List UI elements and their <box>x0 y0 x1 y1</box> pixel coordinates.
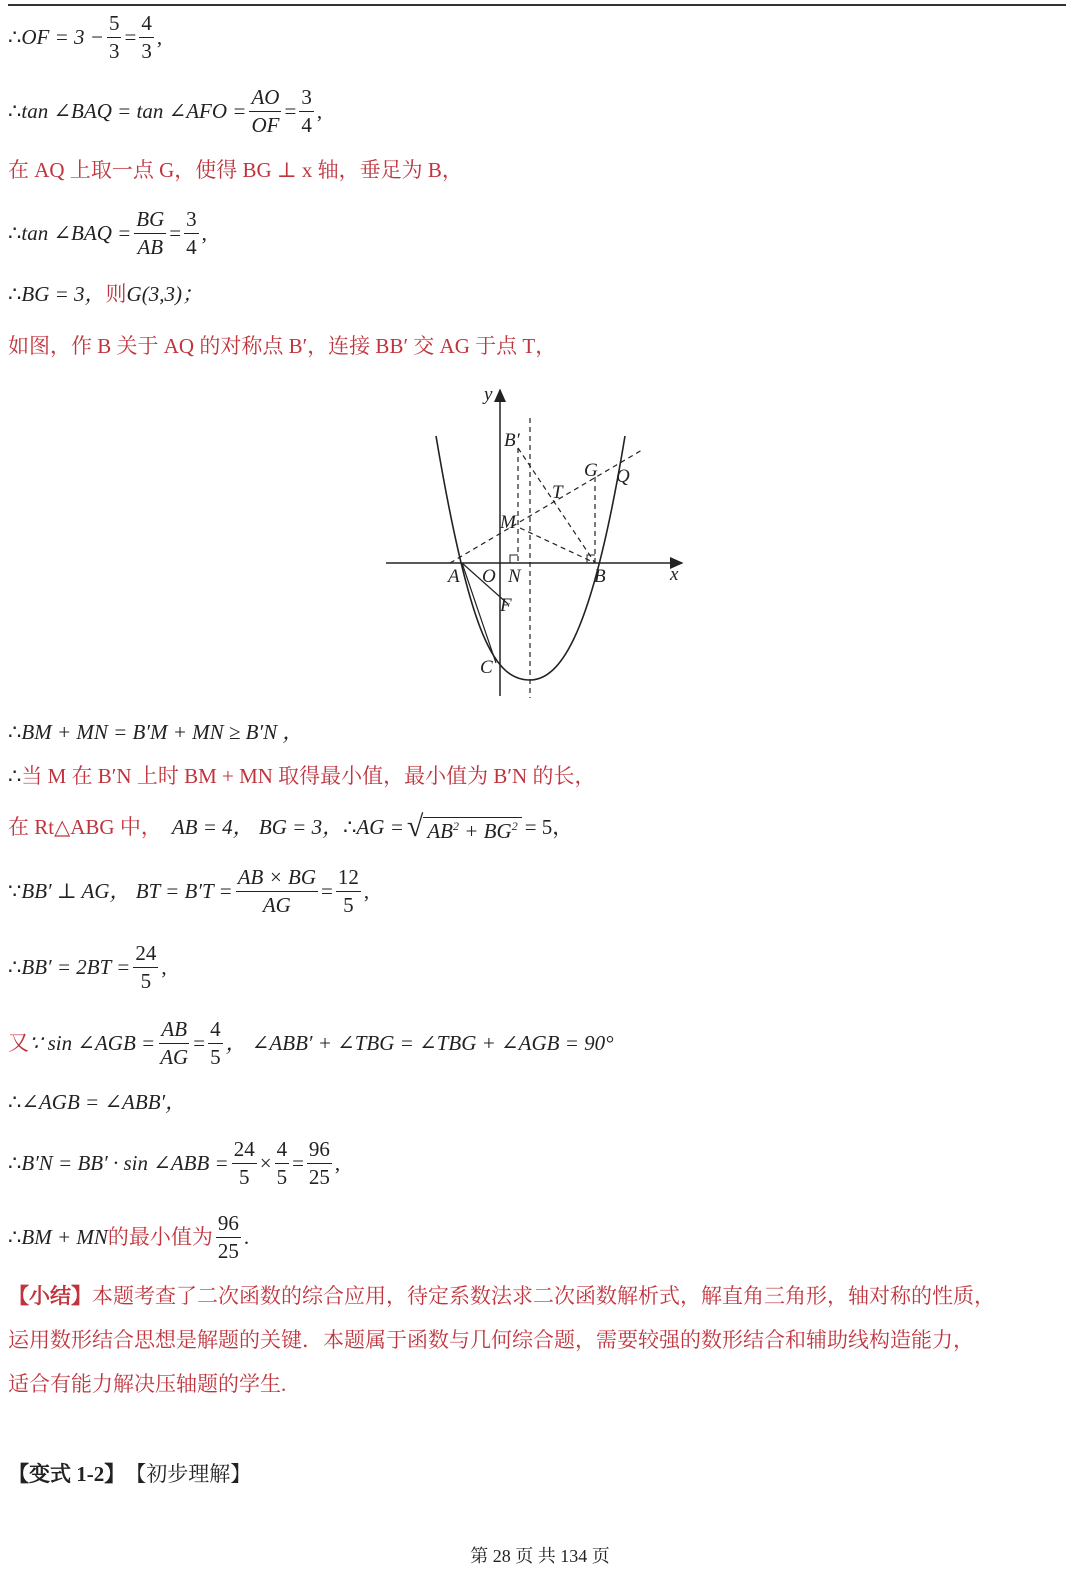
fraction: $\frac{4}{5}$ <box>276 1137 288 1190</box>
line-aq <box>450 450 642 563</box>
summary-tag: 【小结】 <box>8 1284 92 1308</box>
label-c: C <box>480 657 493 678</box>
page-footer: 第 28 页 共 134 页 <box>470 1546 610 1566</box>
label-f: F <box>500 595 512 616</box>
label-m: M <box>500 512 516 533</box>
expr: OF = 3 − <box>21 25 104 50</box>
step-minimum-condition: ∴ 当 M 在 B′N 上时 BM + MN 取得最小值，最小值为 B′N 的长， <box>8 764 596 788</box>
step-bm-mn-inequality: ∴ BM + MN = B′M + MN ≥ B′N ， <box>8 720 304 744</box>
parabola-diagram <box>370 378 700 708</box>
variant-title: 【初步理解】 <box>125 1462 252 1486</box>
step-g-coordinates: ∴ BG = 3， 则 G(3,3)； <box>8 282 203 306</box>
label-x: x <box>670 564 679 585</box>
fraction: $\frac{24}{5}$ <box>233 1137 255 1190</box>
therefore-symbol: ∴ <box>8 955 22 980</box>
label-t: T <box>552 482 563 503</box>
step-of-value: ∴ OF = 3 − $\frac{5}{3}$ = $\frac{4}{3}$ , <box>8 11 163 64</box>
fraction: $\frac{12}{5}$ <box>337 865 359 918</box>
label-bprime: B′ <box>504 430 520 451</box>
therefore-symbol: ∴ <box>8 221 22 246</box>
fraction: $\frac{4}{3}$ <box>141 11 152 64</box>
therefore-symbol: ∴ <box>8 720 22 744</box>
fraction: $\frac{AB \times BG}{AG}$ <box>237 865 317 918</box>
summary-line-1: 【小结】 本题考查了二次函数的综合应用，待定系数法求二次函数解析式，解直角三角形，轴对称的性质， <box>8 1284 995 1308</box>
step-bpn-value: ∴ B′N = BB′ · sin ∠ABB = $\frac{24}{5}$ × $\frac{4}{5}$ = $\frac{96}{25}$ , <box>8 1137 341 1190</box>
step-bt-length: ∵ BB′ ⊥ AG， BT = B′T = $\frac{AB \times BG}{AG}$ = $\frac{12}{5}$ , <box>8 865 370 918</box>
fraction: $\frac{AB}{AG}$ <box>160 1017 189 1070</box>
fraction: $\frac{BG}{AB}$ <box>136 207 165 260</box>
fraction: $\frac{96}{25}$ <box>217 1211 239 1264</box>
step-tan-bg-ab: ∴ tan ∠BAQ = $\frac{BG}{AB}$ = $\frac{3}{4}$ , <box>8 207 207 260</box>
summary-line-2: 运用数形结合思想是解题的关键．本题属于函数与几何综合题，需要较强的数形结合和辅助线构造能力， <box>8 1328 974 1352</box>
step-take-point-g: 在 AQ 上取一点 G，使得 BG ⊥ x 轴，垂足为 B， <box>8 158 463 182</box>
square-root: √ $AB^2 + BG^2$ <box>407 812 522 842</box>
fraction: $\frac{5}{3}$ <box>108 11 120 64</box>
summary-line-3: 适合有能力解决压轴题的学生. <box>8 1372 287 1396</box>
step-ag-length: 在 Rt△ABG 中， AB = 4， BG = 3， ∴ AG = √ $AB^2 + BG^2$ = 5， <box>8 810 574 843</box>
label-b: B <box>594 566 606 587</box>
therefore-symbol: ∴ <box>8 282 22 306</box>
label-n: N <box>508 566 521 587</box>
variant-heading <box>8 1464 251 1485</box>
right-angle-n <box>510 555 518 563</box>
fraction: $\frac{4}{5}$ <box>210 1017 221 1070</box>
therefore-symbol: ∴ <box>8 1225 22 1250</box>
label-q: Q <box>616 466 630 487</box>
fraction: $\frac{3}{4}$ <box>301 85 312 138</box>
step-bb-prime: ∴ BB′ = 2BT = $\frac{24}{5}$ , <box>8 941 167 994</box>
fraction: $\frac{3}{4}$ <box>186 207 197 260</box>
therefore-symbol: ∴ <box>8 99 22 124</box>
label-g: G <box>584 460 598 481</box>
variant-tag: 【变式 1-2】 <box>8 1462 126 1486</box>
fraction: $\frac{AO}{OF}$ <box>251 85 280 138</box>
step-sin-agb: 又 ∵ sin ∠AGB = $\frac{AB}{AG}$ = $\frac{4}{5}$ ， ∠ABB′ + ∠TBG = ∠TBG + ∠AGB = 90° <box>8 1017 614 1070</box>
label-a: A <box>448 566 460 587</box>
step-final-answer: ∴ BM + MN 的最小值为 $\frac{96}{25}$ . <box>8 1211 250 1264</box>
step-reflect-b: 如图，作 B 关于 AQ 的对称点 B′，连接 BB′ 交 AG 于点 T， <box>8 334 557 358</box>
fraction: $\frac{96}{25}$ <box>308 1137 330 1190</box>
step-angle-equal: ∴ ∠AGB = ∠ABB′， <box>8 1090 187 1114</box>
therefore-symbol: ∴ <box>8 1151 22 1176</box>
step-tan-baq: ∴ tan ∠BAQ = tan ∠AFO = $\frac{AO}{OF}$ = $\frac{3}{4}$ , <box>8 85 323 138</box>
header-rule <box>8 4 1066 6</box>
fraction: $\frac{24}{5}$ <box>135 941 157 994</box>
therefore-symbol: ∴ <box>8 25 22 50</box>
label-o: O <box>482 566 496 587</box>
because-symbol: ∵ <box>8 879 22 904</box>
label-y: y <box>484 384 493 405</box>
therefore-symbol: ∴ <box>8 764 22 788</box>
therefore-symbol: ∴ <box>8 1090 22 1114</box>
